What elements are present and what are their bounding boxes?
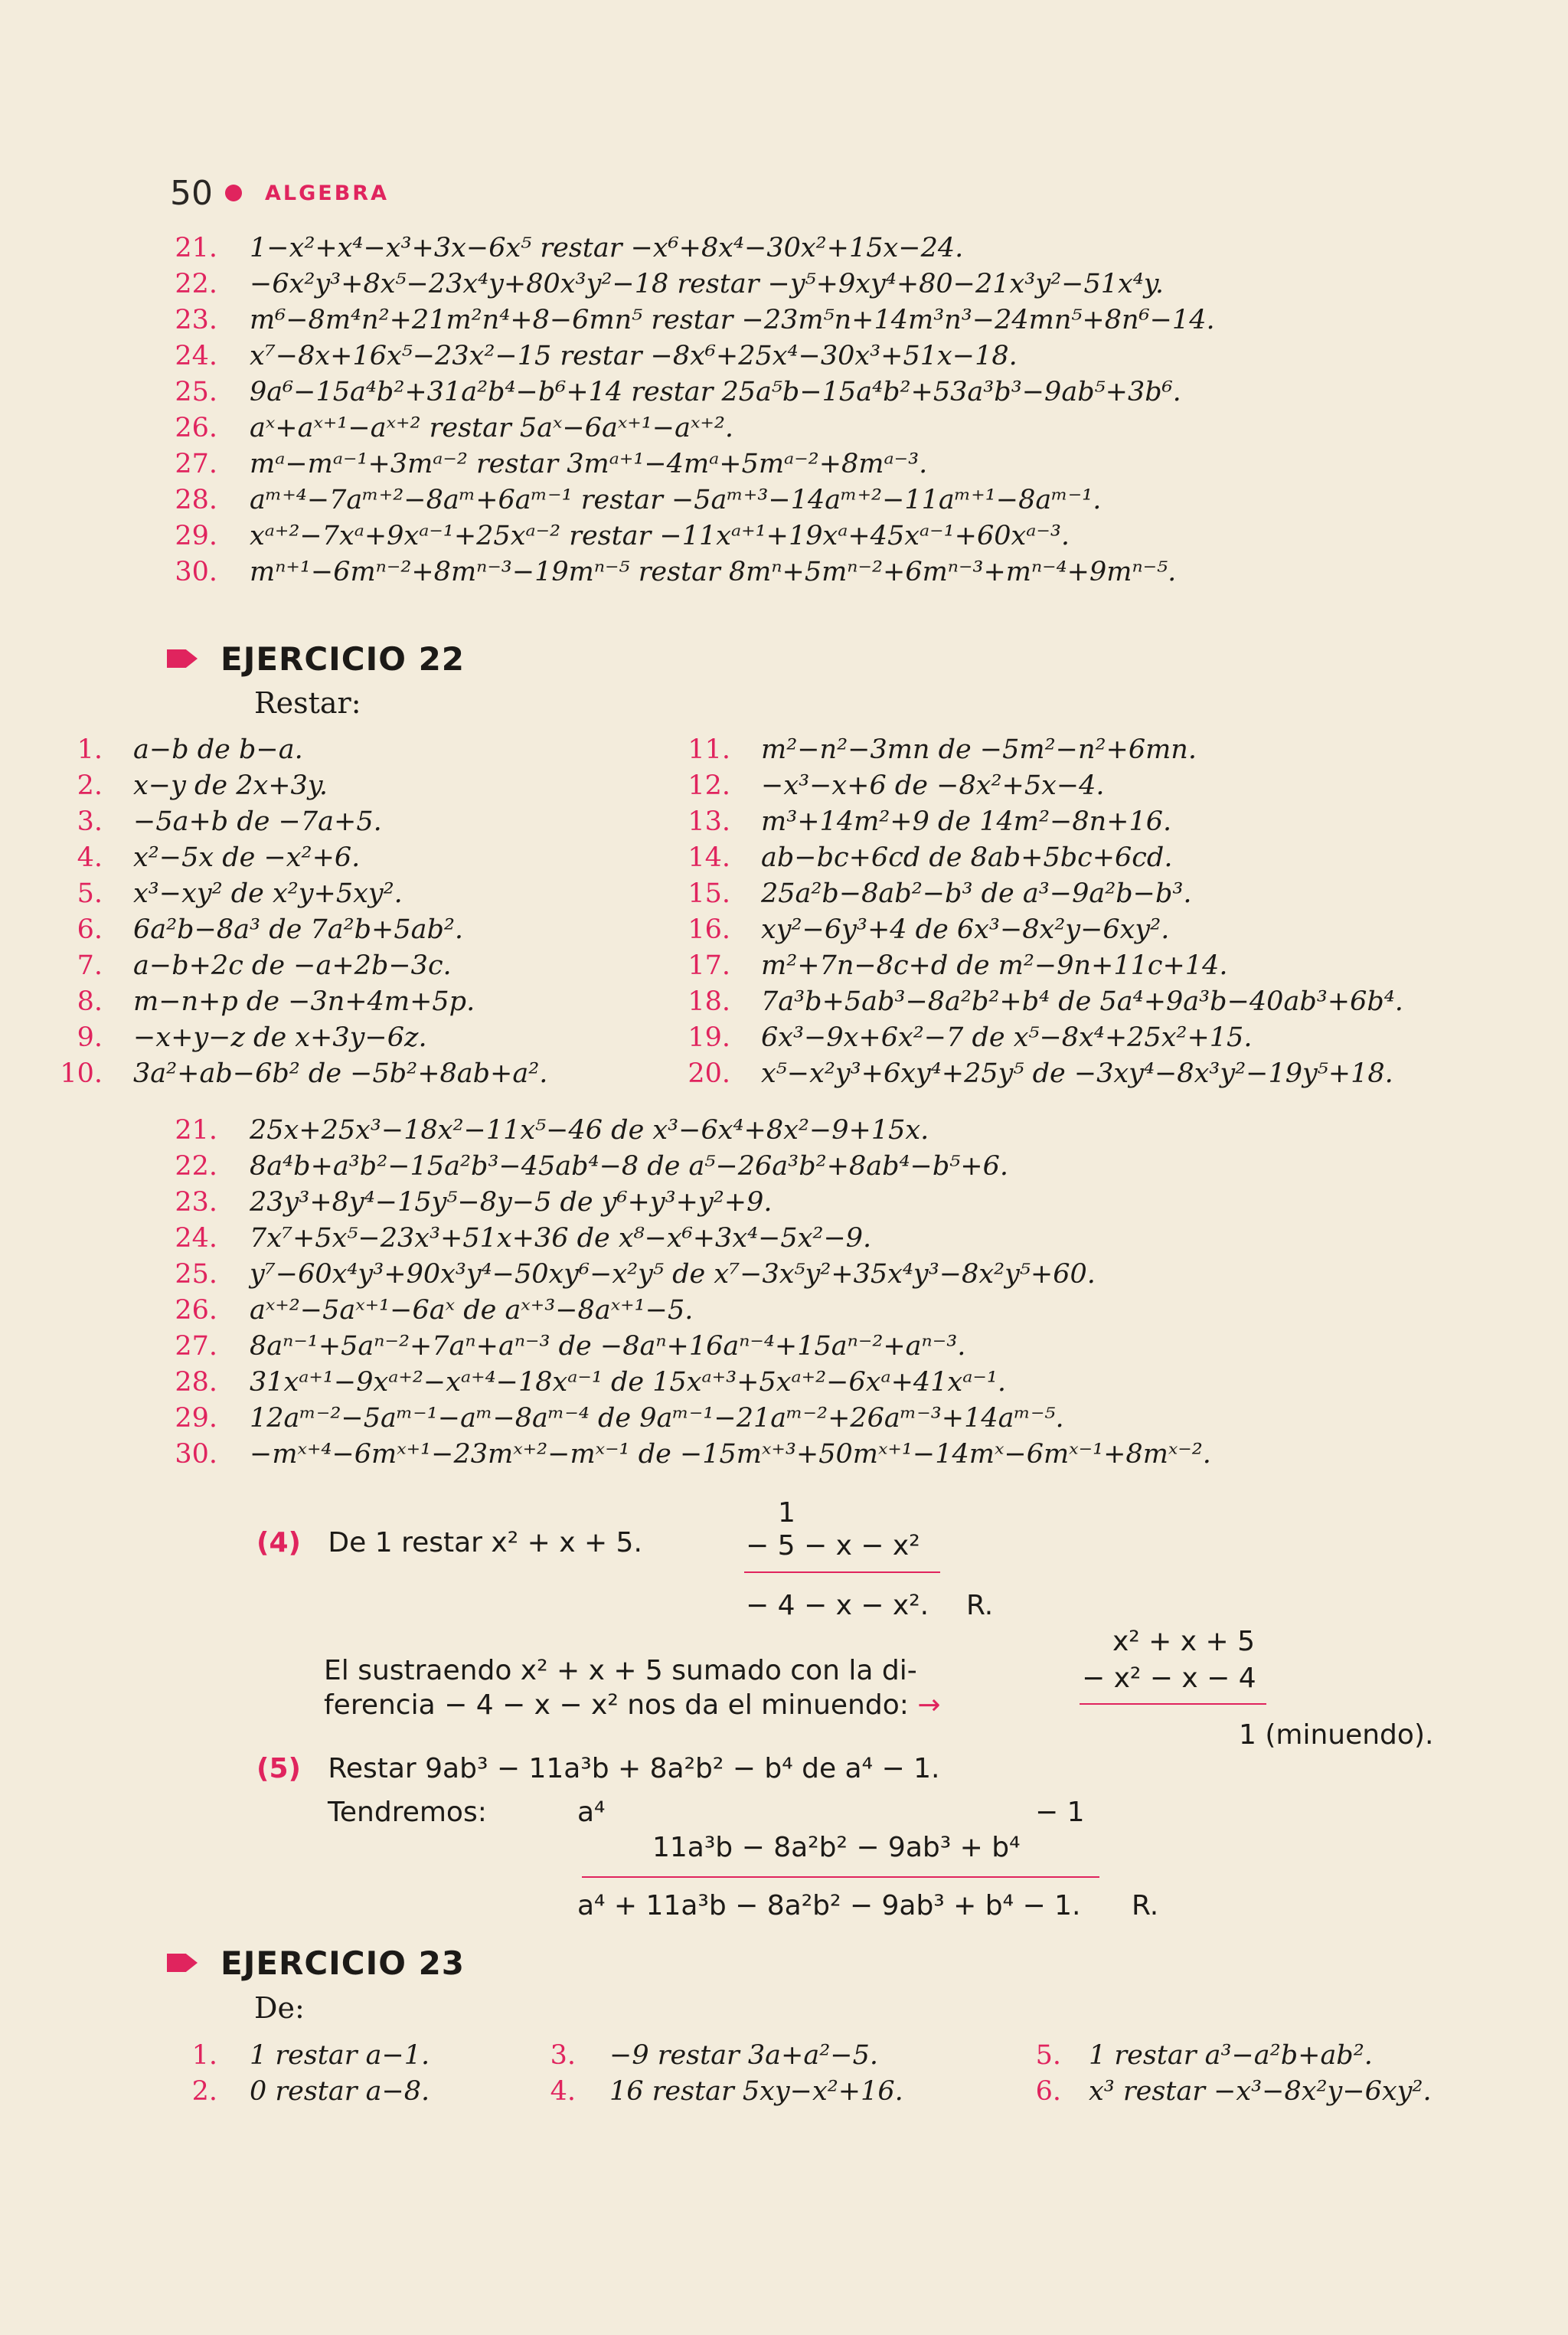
example-4-note-line-2: ferencia − 4 − x − x² nos da el minuendo: → <box>324 1689 941 1721</box>
exercise-23-column-3 <box>1024 2037 1432 2109</box>
list-item: 30. −mˣ⁺⁴−6mˣ⁺¹−23mˣ⁺²−mˣ⁻¹ de −15mˣ⁺³+50mˣ⁺¹−14mˣ−6mˣ⁻¹+8mˣ⁻². <box>175 1438 1211 1470</box>
list-item: 14. ab−bc+6cd de 8ab+5bc+6cd. <box>688 842 1173 873</box>
arrow-right-icon: → <box>917 1689 941 1721</box>
list-item: 5. 1 restar a³−a²b+ab². <box>1035 2039 1373 2071</box>
list-item: 9. −x+y−z de x+3y−6z. <box>77 1022 427 1053</box>
example-4-result: − 4 − x − x². <box>746 1590 929 1621</box>
example-4-note-line-1: El sustraendo x² + x + 5 sumado con la di- <box>324 1655 917 1686</box>
example-5-tendremos: Tendremos: <box>328 1797 487 1828</box>
exercise-23-column-2 <box>536 2037 903 2109</box>
list-item: 23. 23y³+8y⁴−15y⁵−8y−5 de y⁶+y³+y²+9. <box>175 1186 773 1218</box>
list-item: 22. 8a⁴b+a³b²−15a²b³−45ab⁴−8 de a⁵−26a³b²+8ab⁴−b⁵+6. <box>175 1150 1009 1182</box>
list-item: 27. mᵃ−mᵃ⁻¹+3mᵃ⁻² restar 3mᵃ⁺¹−4mᵃ+5mᵃ⁻²+8mᵃ⁻³. <box>175 448 928 479</box>
list-item: 27. 8aⁿ⁻¹+5aⁿ⁻²+7aⁿ+aⁿ⁻³ de −8aⁿ+16aⁿ⁻⁴+15aⁿ⁻²+aⁿ⁻³. <box>175 1330 966 1362</box>
list-item: 20. x⁵−x²y³+6xy⁴+25y⁵ de −3xy⁴−8x³y²−19y⁵+18. <box>688 1058 1393 1089</box>
page-header <box>170 170 389 216</box>
check-addend: x² + x + 5 <box>1112 1626 1256 1657</box>
example-5-label: (5) <box>256 1753 301 1784</box>
example-4-subtrahend: − 5 − x − x² <box>746 1530 920 1562</box>
example-5-subtrahend: 11a³b − 8a²b² − 9ab³ + b⁴ <box>652 1832 1021 1863</box>
list-item: 3. −5a+b de −7a+5. <box>77 806 382 837</box>
list-item: 22. −6x²y³+8x⁵−23x⁴y+80x³y²−18 restar −y⁵+9xy⁴+80−21x³y²−51x⁴y. <box>175 268 1164 299</box>
list-item: 25. y⁷−60x⁴y³+90x³y⁴−50xy⁶−x²y⁵ de x⁷−3x⁵y²+35x⁴y³−8x²y⁵+60. <box>175 1258 1096 1290</box>
exercise-23-instruction: De: <box>254 1991 305 2025</box>
list-item: 29. xᵃ⁺²−7xᵃ+9xᵃ⁻¹+25xᵃ⁻² restar −11xᵃ⁺¹+19xᵃ+45xᵃ⁻¹+60xᵃ⁻³. <box>175 520 1070 551</box>
example-4-answer-mark: R. <box>966 1590 994 1621</box>
list-item: 12. −x³−x+6 de −8x²+5x−4. <box>688 770 1105 801</box>
list-item: 26. aˣ+aˣ⁺¹−aˣ⁺² restar 5aˣ−6aˣ⁺¹−aˣ⁺². <box>175 412 734 443</box>
example-5-rule <box>582 1876 1099 1878</box>
list-item: 4. x²−5x de −x²+6. <box>77 842 361 873</box>
list-item: 24. 7x⁷+5x⁵−23x³+51x+36 de x⁸−x⁶+3x⁴−5x²−9. <box>175 1222 872 1254</box>
list-item: 5. x³−xy² de x²y+5xy². <box>77 878 403 909</box>
list-item: 2. 0 restar a−8. <box>191 2075 430 2107</box>
list-item: 21. 1−x²+x⁴−x³+3x−6x⁵ restar −x⁶+8x⁴−30x²+15x−24. <box>175 232 964 263</box>
list-item: 7. a−b+2c de −a+2b−3c. <box>77 950 452 981</box>
example-4-minuend: 1 <box>778 1497 795 1529</box>
list-item: 30. mⁿ⁺¹−6mⁿ⁻²+8mⁿ⁻³−19mⁿ⁻⁵ restar 8mⁿ+5mⁿ⁻²+6mⁿ⁻³+mⁿ⁻⁴+9mⁿ⁻⁵. <box>175 556 1177 587</box>
bullet-dot-icon <box>225 185 242 201</box>
list-item: 19. 6x³−9x+6x²−7 de x⁵−8x⁴+25x²+15. <box>688 1022 1253 1053</box>
list-item: 17. m²+7n−8c+d de m²−9n+11c+14. <box>688 950 1228 981</box>
list-item: 16. xy²−6y³+4 de 6x³−8x²y−6xy². <box>688 914 1170 945</box>
exercise-23-heading: EJERCICIO 23 <box>167 1940 465 1986</box>
example-4-rule <box>744 1571 940 1573</box>
example-4-label: (4) <box>256 1527 301 1558</box>
exercise-22-continued-list <box>173 1112 1211 1472</box>
check-rule <box>1080 1703 1266 1705</box>
list-item: 23. m⁶−8m⁴n²+21m²n⁴+8−6mn⁵ restar −23m⁵n+14m³n³−24mn⁵+8n⁶−14. <box>175 304 1215 335</box>
list-item: 11. m²−n²−3mn de −5m²−n²+6mn. <box>688 734 1197 765</box>
list-item: 6. x³ restar −x³−8x²y−6xy². <box>1035 2075 1432 2107</box>
list-item: 28. aᵐ⁺⁴−7aᵐ⁺²−8aᵐ+6aᵐ⁻¹ restar −5aᵐ⁺³−14aᵐ⁺²−11aᵐ⁺¹−8aᵐ⁻¹. <box>175 484 1102 515</box>
running-title: ALGEBRA <box>265 181 389 205</box>
list-item: 8. m−n+p de −3n+4m+5p. <box>77 986 475 1017</box>
list-item: 6. 6a²b−8a³ de 7a²b+5ab². <box>77 914 464 945</box>
previous-exercise-list <box>173 230 1215 590</box>
example-5-text: Restar 9ab³ − 11a³b + 8a²b² − b⁴ de a⁴ − 1. <box>328 1753 940 1784</box>
list-item: 3. −9 restar 3a+a²−5. <box>550 2039 878 2071</box>
list-item: 25. 9a⁶−15a⁴b²+31a²b⁴−b⁶+14 restar 25a⁵b−15a⁴b²+53a³b³−9ab⁵+3b⁶. <box>175 376 1181 407</box>
page-number: 50 <box>170 173 213 213</box>
exercise-22-instruction: Restar: <box>254 686 361 720</box>
exercise-22-heading: EJERCICIO 22 <box>167 636 465 682</box>
arrow-marker-icon <box>167 649 198 668</box>
list-item: 13. m³+14m²+9 de 14m²−8n+16. <box>688 806 1172 837</box>
list-item: 4. 16 restar 5xy−x²+16. <box>550 2075 903 2107</box>
list-item: 10. 3a²+ab−6b² de −5b²+8ab+a². <box>60 1058 548 1089</box>
exercise-22-left-column <box>54 731 547 1091</box>
list-item: 18. 7a³b+5ab³−8a²b²+b⁴ de 5a⁴+9a³b−40ab³+6b⁴. <box>688 986 1403 1017</box>
example-5-answer-mark: R. <box>1132 1890 1159 1921</box>
list-item: 2. x−y de 2x+3y. <box>77 770 328 801</box>
arrow-marker-icon <box>167 1954 198 1972</box>
list-item: 24. x⁷−8x+16x⁵−23x²−15 restar −8x⁶+25x⁴−30x³+51x−18. <box>175 340 1018 371</box>
list-item: 26. aˣ⁺²−5aˣ⁺¹−6aˣ de aˣ⁺³−8aˣ⁺¹−5. <box>175 1294 694 1326</box>
example-4-text: De 1 restar x² + x + 5. <box>328 1527 642 1558</box>
example-4-statement <box>256 1527 642 1558</box>
exercise-23-column-1 <box>173 2037 430 2109</box>
list-item: 1. a−b de b−a. <box>77 734 303 765</box>
check-result: 1 (minuendo). <box>1239 1719 1434 1751</box>
check-difference: − x² − x − 4 <box>1082 1663 1256 1694</box>
example-5-minuend-constant: − 1 <box>1035 1797 1085 1828</box>
list-item: 1. 1 restar a−1. <box>191 2039 430 2071</box>
example-5-minuend-term: a⁴ <box>577 1797 606 1828</box>
exercise-22-right-column <box>681 731 1403 1091</box>
list-item: 29. 12aᵐ⁻²−5aᵐ⁻¹−aᵐ−8aᵐ⁻⁴ de 9aᵐ⁻¹−21aᵐ⁻²+26aᵐ⁻³+14aᵐ⁻⁵. <box>175 1402 1064 1434</box>
list-item: 28. 31xᵃ⁺¹−9xᵃ⁺²−xᵃ⁺⁴−18xᵃ⁻¹ de 15xᵃ⁺³+5xᵃ⁺²−6xᵃ+41xᵃ⁻¹. <box>175 1366 1006 1398</box>
example-5-result: a⁴ + 11a³b − 8a²b² − 9ab³ + b⁴ − 1. <box>577 1890 1081 1921</box>
example-5-statement <box>256 1753 939 1784</box>
list-item: 21. 25x+25x³−18x²−11x⁵−46 de x³−6x⁴+8x²−9+15x. <box>175 1114 929 1146</box>
list-item: 15. 25a²b−8ab²−b³ de a³−9a²b−b³. <box>688 878 1192 909</box>
